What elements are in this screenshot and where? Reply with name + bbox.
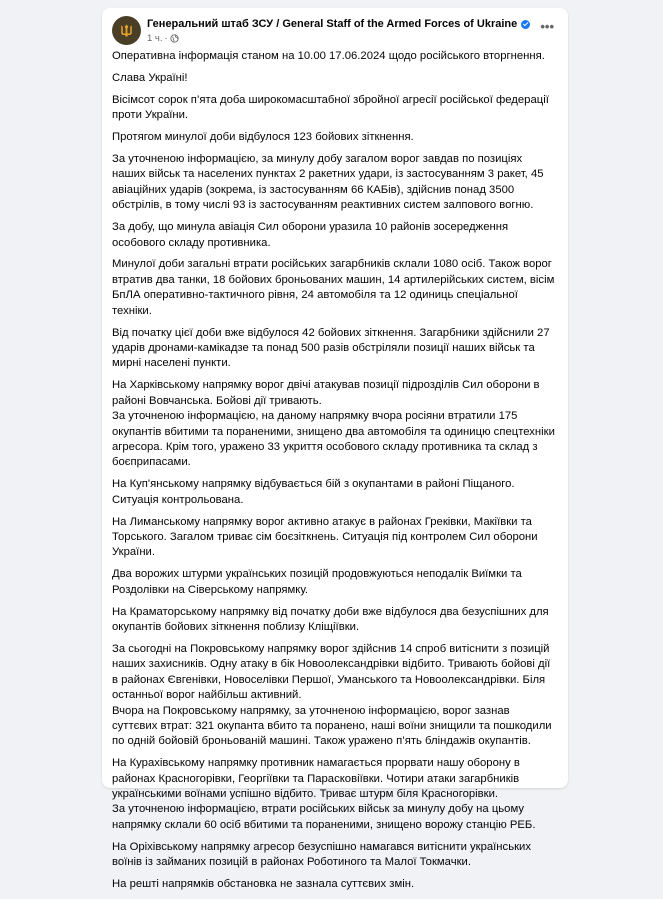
post-time[interactable]: 1 ч.	[147, 33, 163, 44]
post-paragraph	[112, 877, 558, 892]
paragraph-line: Від початку цієї доби вже відбулося 42 бойових зіткнення. Загарбники здійснили 27 ударів дронами-камікадзе та понад 500 разів обстріляли позиції наших військ та мирні населені пункти.	[112, 326, 550, 370]
paragraph-line: За сьогодні на Покровському напрямку ворог здійснив 14 спроб витіснити з позицій наших захисників. Одну атаку в бік Новоолександрівки відбито. Тривають бойові дії в районах Євгенівки, Новоселівки Першої, Уманського та Новоолександрівки. Біля останньої ворог найбільш активний.	[112, 642, 551, 702]
post-body	[112, 49, 558, 899]
post-paragraph	[112, 71, 558, 86]
paragraph-line: Вісімсот сорок п’ята доба широкомасштабної збройної агресії російської федерації проти України.	[112, 93, 549, 122]
post-paragraph	[112, 130, 558, 145]
author-name[interactable]	[147, 18, 530, 30]
post-paragraph	[112, 605, 558, 636]
post-paragraph	[112, 257, 558, 319]
avatar[interactable]	[112, 16, 141, 45]
paragraph-line: Два ворожих штурми українських позицій продовжуються неподалік Виїмки та Роздолівки на Сіверському напрямку.	[112, 568, 522, 596]
paragraph-line: На решті напрямків обстановка не зазнала суттєвих змін.	[112, 878, 415, 891]
post-paragraph	[112, 567, 558, 598]
paragraph-line: На Куп'янському напрямку відбувається бій з окупантами в районі Піщаного. Ситуація контрольована.	[112, 478, 515, 506]
post-paragraph	[112, 93, 558, 124]
post-paragraph	[112, 642, 558, 750]
post-paragraph	[112, 152, 558, 214]
post-card	[102, 8, 568, 891]
paragraph-line: Слава Україні!	[112, 71, 188, 84]
paragraph-line: На Краматорському напрямку від початку доби вже відбулося два безуспішних для окупантів бойових зіткнення поблизу Кліщіївки.	[112, 605, 549, 633]
post-meta	[147, 33, 179, 44]
author-name-text[interactable]: Генеральний штаб ЗСУ / General Staff of the Armed Forces of Ukraine	[147, 18, 518, 30]
verified-badge-icon	[521, 20, 530, 29]
paragraph-line: Оперативна інформація станом на 10.00 17.06.2024 щодо російського вторгнення.	[112, 50, 545, 62]
paragraph-line: На Курахівському напрямку противник намагається прорвати нашу оборону в районах Красногорівки, Георгіївки та Парасковіївки. Чотири атаки загарбників українськими воїнами успішно відбито. Триває штурм біля Красногорівки.	[112, 757, 520, 801]
paragraph-line: На Харківському напрямку ворог двічі атакував позиції підрозділів Сил оборони в районі Вовчанська. Бойові дії тривають.	[112, 379, 540, 407]
post-paragraph	[112, 840, 558, 871]
paragraph-line: За уточненою інформацією, за минулу добу загалом ворог завдав по позиціях наших військ та населених пунктах 2 ракетних удари, із застосуванням 3 ракет, 45 авіаційних ударів (зокрема, із застосуванням 66 КАБів), здійснив понад 3500 обстрілів, в тому числі 93 із застосуванням реактивних систем залпового вогню.	[112, 153, 544, 212]
post-paragraph	[112, 378, 558, 470]
trident-emblem-icon	[119, 23, 134, 38]
globe-icon	[170, 34, 179, 43]
paragraph-line: Вчора на Покровському напрямку, за уточненою інформацією, ворог зазнав суттєвих втрат: 321 окупанта вбито та поранено, наші воїни знищили та пошкодили по одній бойовій броньованій машині. Також уражено п’ять бліндажів окупантів.	[112, 704, 552, 748]
paragraph-line: Протягом минулої доби відбулося 123 бойових зіткнення.	[112, 131, 414, 144]
paragraph-line: За уточненою інформацією, на даному напрямку вчора росіяни втратили 175 окупантів вбитими та пораненими, знищено два автомобіля та одиницю спецтехніки агресора. Крім того, уражено 33 укриття особового складу противника та склад з боєприпасами.	[112, 410, 555, 469]
paragraph-line: За уточненою інформацією, втрати російських військ за минулу добу на цьому напрямку склали 60 осіб вбитими та пораненими, знищено ворожу станцію РЕБ.	[112, 803, 536, 831]
paragraph-line: На Лиманському напрямку ворог активно атакує в районах Греківки, Макіївки та Торського. Загалом триває сім боєзіткнень. Ситуація під контролем Сил оборони України.	[112, 515, 538, 559]
post-paragraph	[112, 220, 558, 251]
post-paragraph	[112, 326, 558, 372]
post-paragraph	[112, 477, 558, 508]
paragraph-line: Минулої доби загальні втрати російських загарбників склали 1080 осіб. Також ворог втратив два танки, 18 бойових броньованих машин, 14 артилерійських систем, вісім БпЛА оперативно-тактичного рівня, 24 автомобіля та 12 одиниць спеціальної техніки.	[112, 258, 555, 317]
paragraph-line: На Оріхівському напрямку агресор безуспішно намагався витіснити українських воїнів із займаних позицій в районах Роботиного та Малої Токмачки.	[112, 840, 531, 869]
meta-separator: ·	[164, 33, 168, 44]
paragraph-line: За добу, що минула авіація Сил оборони уразила 10 районів зосередження особового складу противника.	[112, 221, 509, 249]
more-options-button[interactable]: •••	[540, 19, 554, 34]
post-header	[112, 16, 558, 50]
post-paragraph	[112, 49, 558, 64]
post-paragraph	[112, 515, 558, 561]
